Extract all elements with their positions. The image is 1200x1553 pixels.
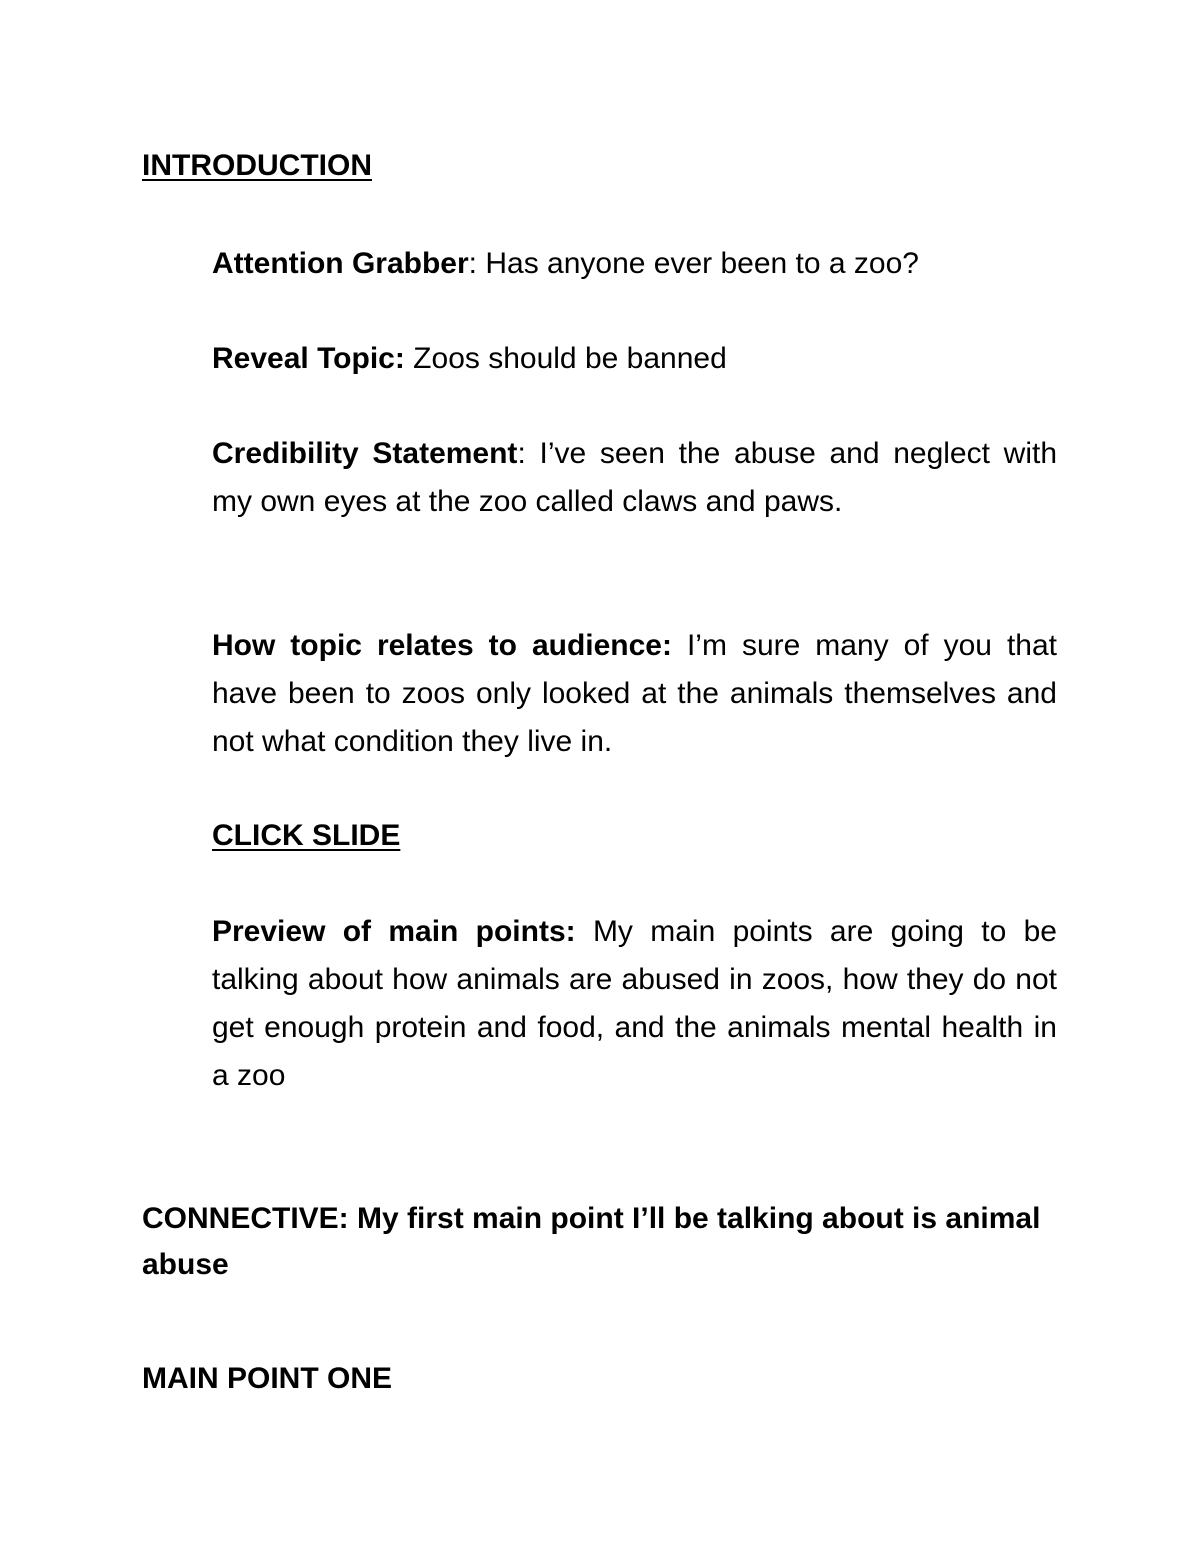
reveal-topic-paragraph xyxy=(212,335,1057,383)
connective-statement: CONNECTIVE: My first main point I’ll be talking about is animal abuse xyxy=(142,1202,1041,1281)
attention-grabber-paragraph xyxy=(212,240,1057,288)
audience-relation-text: I’m sure many of you that have been to zoos only looked at the animals themselves and not what condition they live in. xyxy=(212,629,1057,758)
preview-paragraph xyxy=(212,908,1057,1100)
main-point-one-heading: MAIN POINT ONE xyxy=(142,1362,393,1395)
attention-grabber-separator: : xyxy=(468,247,478,280)
audience-relation-label: How topic relates to audience: xyxy=(212,629,672,662)
credibility-statement-text: I’ve seen the abuse and neglect with my own eyes at the zoo called claws and paws. xyxy=(212,437,1058,518)
preview-text: My main points are going to be talking about how animals are abused in zoos, how they do not get enough protein and food, and the animals mental health in a zoo xyxy=(212,915,1057,1092)
reveal-topic-text: Zoos should be banned xyxy=(404,342,727,375)
click-slide-cue: CLICK SLIDE xyxy=(212,819,401,852)
attention-grabber-label: Attention Grabber xyxy=(212,247,469,280)
preview-label: Preview of main points: xyxy=(212,915,576,948)
credibility-statement-paragraph xyxy=(212,430,1057,526)
reveal-topic-label: Reveal Topic: xyxy=(212,342,405,375)
credibility-statement-separator: : xyxy=(517,437,526,470)
credibility-statement-label: Credibility Statement xyxy=(212,437,518,470)
audience-relation-paragraph xyxy=(212,622,1057,766)
introduction-heading: INTRODUCTION xyxy=(142,149,372,182)
attention-grabber-text: Has anyone ever been to a zoo? xyxy=(477,247,919,280)
